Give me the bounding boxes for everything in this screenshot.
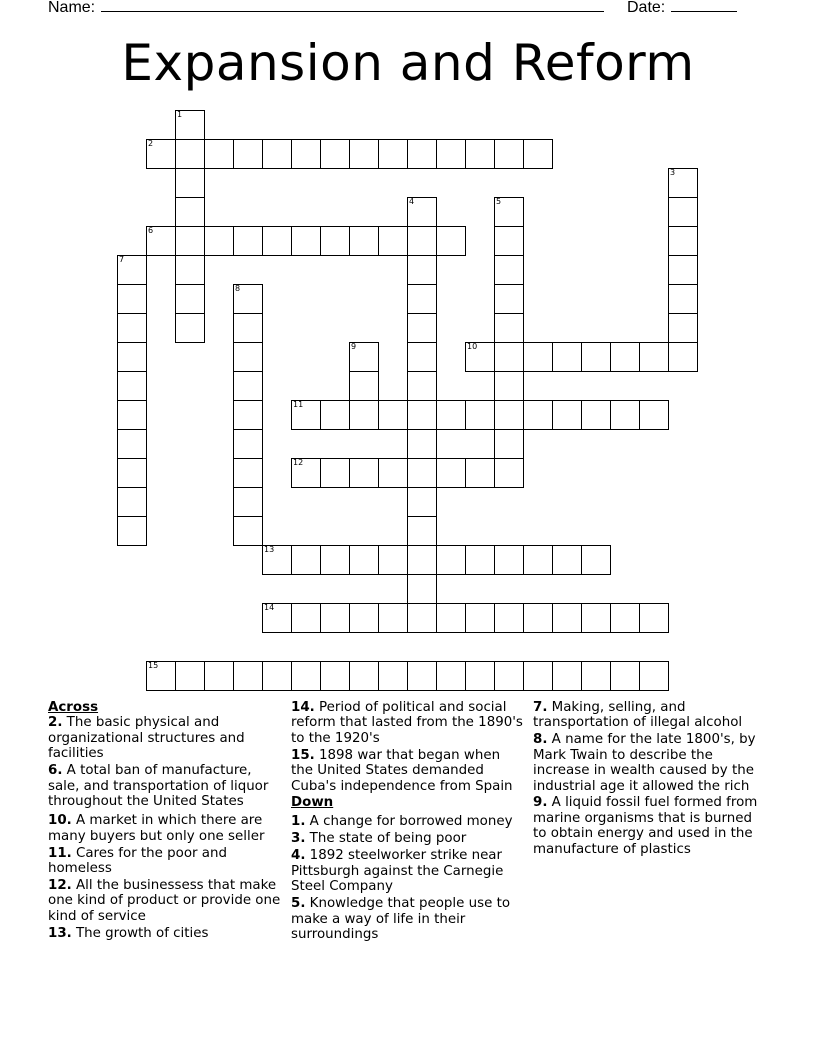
crossword-cell[interactable] xyxy=(349,371,379,401)
crossword-cell[interactable] xyxy=(581,545,611,575)
clue-number-label: 2 xyxy=(148,139,154,148)
crossword-cell[interactable] xyxy=(639,400,669,430)
crossword-cell[interactable] xyxy=(378,661,408,691)
crossword-cell[interactable] xyxy=(291,545,321,575)
crossword-cell[interactable] xyxy=(175,226,205,256)
crossword-cell[interactable] xyxy=(320,139,350,169)
crossword-cell[interactable] xyxy=(349,226,379,256)
clue-number-label: 6 xyxy=(148,226,154,235)
crossword-cell[interactable] xyxy=(320,545,350,575)
clue-across-14: 14. Period of political and social reform that lasted from the 1890's to the 1920's xyxy=(291,700,523,746)
crossword-cell[interactable] xyxy=(291,603,321,633)
crossword-cell[interactable] xyxy=(523,342,553,372)
crossword-cell[interactable] xyxy=(610,400,640,430)
crossword-cell[interactable] xyxy=(233,429,263,459)
crossword-cell[interactable] xyxy=(320,458,350,488)
crossword-cell[interactable] xyxy=(407,661,437,691)
crossword-cell[interactable] xyxy=(436,458,466,488)
crossword-cell[interactable] xyxy=(117,429,147,459)
clue-number-label: 7 xyxy=(119,255,125,264)
crossword-cell[interactable] xyxy=(175,139,205,169)
crossword-cell[interactable] xyxy=(117,313,147,343)
clue-down-9: 9. A liquid fossil fuel formed from marine organisms that is burned to obtain energy and used in the manufacture of plastics xyxy=(533,795,758,857)
crossword-cell[interactable] xyxy=(494,313,524,343)
clue-across-12: 12. All the businessess that make one kind of product or provide one kind of service xyxy=(48,877,281,924)
crossword-cell[interactable] xyxy=(436,226,466,256)
crossword-cell[interactable] xyxy=(552,545,582,575)
crossword-cell[interactable] xyxy=(407,284,437,314)
crossword-cell[interactable] xyxy=(233,139,263,169)
crossword-cell[interactable] xyxy=(175,284,205,314)
crossword-cell[interactable] xyxy=(610,661,640,691)
crossword-cell[interactable] xyxy=(146,139,176,169)
crossword-cell[interactable] xyxy=(436,661,466,691)
clue-column-2 xyxy=(291,700,525,944)
crossword-cell[interactable] xyxy=(233,226,263,256)
crossword-cell[interactable] xyxy=(175,197,205,227)
crossword-cell[interactable] xyxy=(552,661,582,691)
crossword-cell[interactable] xyxy=(436,603,466,633)
name-label: Name: xyxy=(48,0,96,16)
crossword-cell[interactable] xyxy=(349,545,379,575)
crossword-cell[interactable] xyxy=(349,139,379,169)
crossword-cell[interactable] xyxy=(320,400,350,430)
date-blank-line[interactable] xyxy=(671,0,737,12)
date-label: Date: xyxy=(627,0,666,16)
crossword-cell[interactable] xyxy=(320,226,350,256)
crossword-cell[interactable] xyxy=(581,342,611,372)
crossword-cell[interactable] xyxy=(494,197,524,227)
crossword-cell[interactable] xyxy=(552,603,582,633)
crossword-cell[interactable] xyxy=(175,255,205,285)
crossword-cell[interactable] xyxy=(117,458,147,488)
crossword-cell[interactable] xyxy=(291,139,321,169)
crossword-cell[interactable] xyxy=(465,139,495,169)
clue-number-label: 3 xyxy=(670,168,676,177)
crossword-cell[interactable] xyxy=(233,371,263,401)
crossword-cell[interactable] xyxy=(639,603,669,633)
crossword-cell[interactable] xyxy=(233,342,263,372)
crossword-cell[interactable] xyxy=(581,661,611,691)
crossword-cell[interactable] xyxy=(494,603,524,633)
clue-column-1 xyxy=(48,700,284,943)
clue-across-13: 13. The growth of cities xyxy=(48,925,209,941)
crossword-cell[interactable] xyxy=(233,661,263,691)
crossword-cell[interactable] xyxy=(378,226,408,256)
crossword-cell[interactable] xyxy=(349,458,379,488)
clue-down-1: 1. A change for borrowed money xyxy=(291,813,513,829)
crossword-cell[interactable] xyxy=(233,458,263,488)
crossword-cell[interactable] xyxy=(233,516,263,546)
crossword-cell[interactable] xyxy=(117,284,147,314)
crossword-cell[interactable] xyxy=(407,313,437,343)
page-title: Expansion and Reform xyxy=(121,34,695,92)
crossword-cell[interactable] xyxy=(378,603,408,633)
crossword-cell[interactable] xyxy=(349,661,379,691)
crossword-cell[interactable] xyxy=(117,487,147,517)
crossword-cell[interactable] xyxy=(465,661,495,691)
clue-column-3 xyxy=(533,700,769,859)
clue-across-11: 11. Cares for the poor and homeless xyxy=(48,845,227,877)
clue-down-3: 3. The state of being poor xyxy=(291,831,467,847)
crossword-cell[interactable] xyxy=(407,342,437,372)
crossword-cell[interactable] xyxy=(436,139,466,169)
clue-across-6: 6. A total ban of manufacture, sale, and transportation of liquor throughout the United States xyxy=(48,763,269,809)
clue-number-label: 12 xyxy=(293,458,304,467)
crossword-cell[interactable] xyxy=(204,226,234,256)
crossword-cell[interactable] xyxy=(668,226,698,256)
clue-number-label: 9 xyxy=(351,342,357,351)
crossword-cell[interactable] xyxy=(117,516,147,546)
crossword-cell[interactable] xyxy=(407,603,437,633)
crossword-cell[interactable] xyxy=(407,371,437,401)
crossword-cell[interactable] xyxy=(349,342,379,372)
crossword-cell[interactable] xyxy=(407,400,437,430)
crossword-cell[interactable] xyxy=(494,661,524,691)
crossword-cell[interactable] xyxy=(494,458,524,488)
crossword-cell[interactable] xyxy=(407,139,437,169)
crossword-cell[interactable] xyxy=(175,110,205,140)
crossword-cell[interactable] xyxy=(552,342,582,372)
crossword-cell[interactable] xyxy=(407,487,437,517)
crossword-cell[interactable] xyxy=(668,255,698,285)
crossword-cell[interactable] xyxy=(378,400,408,430)
crossword-cell[interactable] xyxy=(581,400,611,430)
crossword-cell[interactable] xyxy=(320,603,350,633)
name-blank-line[interactable] xyxy=(101,0,604,12)
crossword-cell[interactable] xyxy=(639,342,669,372)
crossword-cell[interactable] xyxy=(523,603,553,633)
crossword-cell[interactable] xyxy=(175,313,205,343)
clue-down-7: 7. Making, selling, and transportation of illegal alcohol xyxy=(533,700,743,731)
crossword-cell[interactable] xyxy=(175,661,205,691)
crossword-cell[interactable] xyxy=(291,458,321,488)
clue-number-label: 11 xyxy=(293,400,304,409)
crossword-cell[interactable] xyxy=(407,226,437,256)
crossword-cell[interactable] xyxy=(146,226,176,256)
clue-across-2: 2. The basic physical and organizational structures and facilities xyxy=(48,715,245,762)
down-heading: Down xyxy=(291,795,334,811)
crossword-cell[interactable] xyxy=(407,429,437,459)
crossword-cell[interactable] xyxy=(233,313,263,343)
crossword-cell[interactable] xyxy=(465,400,495,430)
crossword-cell[interactable] xyxy=(291,400,321,430)
across-heading: Across xyxy=(48,700,99,715)
crossword-cell[interactable] xyxy=(523,400,553,430)
crossword-cell[interactable] xyxy=(117,371,147,401)
clue-across-15: 15. 1898 war that began when the United States demanded Cuba's independence from Spain xyxy=(291,747,513,794)
crossword-cell[interactable] xyxy=(494,284,524,314)
crossword-cell[interactable] xyxy=(465,342,495,372)
crossword-cell[interactable] xyxy=(233,400,263,430)
crossword-cell[interactable] xyxy=(117,400,147,430)
crossword-cell[interactable] xyxy=(465,458,495,488)
crossword-cell[interactable] xyxy=(291,226,321,256)
crossword-cell[interactable] xyxy=(552,400,582,430)
crossword-cell[interactable] xyxy=(262,226,292,256)
crossword-cell[interactable] xyxy=(320,661,350,691)
crossword-cell[interactable] xyxy=(494,371,524,401)
crossword-cell[interactable] xyxy=(175,168,205,198)
crossword-cell[interactable] xyxy=(610,342,640,372)
crossword-cell[interactable] xyxy=(407,255,437,285)
crossword-cell[interactable] xyxy=(668,284,698,314)
crossword-cell[interactable] xyxy=(436,545,466,575)
clue-number-label: 4 xyxy=(409,197,415,206)
crossword-cell[interactable] xyxy=(523,545,553,575)
crossword-cell[interactable] xyxy=(117,255,147,285)
crossword-cell[interactable] xyxy=(581,603,611,633)
crossword-cell[interactable] xyxy=(233,487,263,517)
crossword-cell[interactable] xyxy=(262,545,292,575)
clue-down-4: 4. 1892 steelworker strike near Pittsburgh against the Carnegie Steel Company xyxy=(291,848,504,894)
crossword-cell[interactable] xyxy=(204,139,234,169)
clue-number-label: 15 xyxy=(148,661,159,670)
crossword-cell[interactable] xyxy=(494,400,524,430)
crossword-cell[interactable] xyxy=(407,458,437,488)
clue-down-5: 5. Knowledge that people use to make a way of life in their surroundings xyxy=(291,896,511,943)
crossword-cell[interactable] xyxy=(233,284,263,314)
crossword-cell[interactable] xyxy=(494,429,524,459)
crossword-cell[interactable] xyxy=(436,400,466,430)
clue-number-label: 5 xyxy=(496,197,502,206)
crossword-cell[interactable] xyxy=(407,197,437,227)
crossword-cell[interactable] xyxy=(465,545,495,575)
crossword-cell[interactable] xyxy=(378,458,408,488)
crossword-cell[interactable] xyxy=(494,255,524,285)
clue-number-label: 10 xyxy=(467,342,478,351)
crossword-cell[interactable] xyxy=(668,197,698,227)
name-field[interactable] xyxy=(48,0,604,17)
clue-down-8: 8. A name for the late 1800's, by Mark Twain to describe the increase in wealth caused by the industrial age it allowed the rich xyxy=(533,732,756,794)
crossword-cell[interactable] xyxy=(523,139,553,169)
crossword-cell[interactable] xyxy=(407,516,437,546)
crossword-cell[interactable] xyxy=(146,661,176,691)
clue-number-label: 8 xyxy=(235,284,241,293)
crossword-cell[interactable] xyxy=(291,661,321,691)
crossword-cell[interactable] xyxy=(378,545,408,575)
crossword-cell[interactable] xyxy=(378,139,408,169)
crossword-cell[interactable] xyxy=(349,400,379,430)
crossword-cell[interactable] xyxy=(639,661,669,691)
crossword-cell[interactable] xyxy=(523,661,553,691)
crossword-cell[interactable] xyxy=(349,603,379,633)
crossword-cell[interactable] xyxy=(668,168,698,198)
crossword-cell[interactable] xyxy=(407,574,437,604)
clue-number-label: 14 xyxy=(264,603,275,612)
crossword-cell[interactable] xyxy=(668,313,698,343)
crossword-cell[interactable] xyxy=(262,661,292,691)
crossword-cell[interactable] xyxy=(262,603,292,633)
date-field[interactable] xyxy=(627,0,737,17)
crossword-cell[interactable] xyxy=(262,139,292,169)
crossword-cell[interactable] xyxy=(494,226,524,256)
clue-number-label: 13 xyxy=(264,545,275,554)
crossword-cell[interactable] xyxy=(610,603,640,633)
crossword-cell[interactable] xyxy=(494,545,524,575)
crossword-cell[interactable] xyxy=(117,342,147,372)
crossword-cell[interactable] xyxy=(465,603,495,633)
clue-number-label: 1 xyxy=(177,110,183,119)
crossword-cell[interactable] xyxy=(494,342,524,372)
crossword-cell[interactable] xyxy=(407,545,437,575)
crossword-cell[interactable] xyxy=(494,139,524,169)
crossword-cell[interactable] xyxy=(668,342,698,372)
clue-across-10: 10. A market in which there are many buyers but only one seller xyxy=(48,813,265,844)
crossword-cell[interactable] xyxy=(204,661,234,691)
